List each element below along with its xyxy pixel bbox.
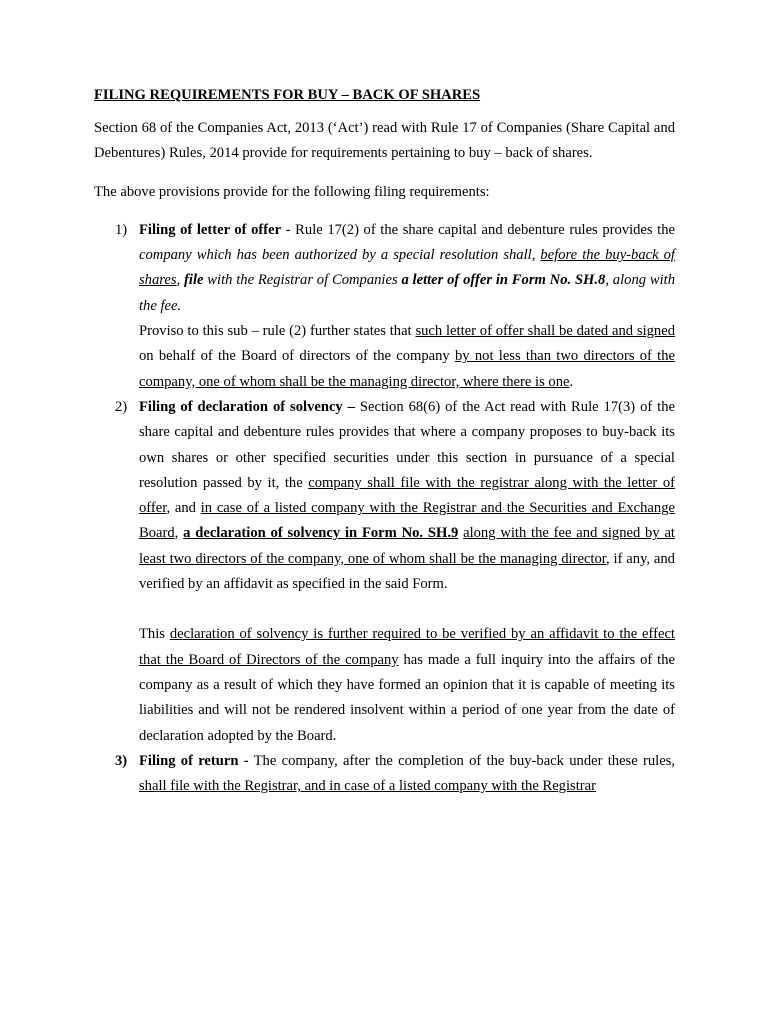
text-run-bold-underlined: a declaration of solvency in Form No. SH.9 <box>183 525 459 542</box>
text-run-bold: a letter of offer in Form No. SH.8 <box>401 272 606 289</box>
text-run-underlined: declaration of solvency is further required to be verified by an affidavit to the effect that the Board of Directors of the company <box>139 626 675 668</box>
provisions-paragraph: The above provisions provide for the following filing requirements: <box>94 183 490 200</box>
proviso-text <box>139 319 675 395</box>
list-number: 3) <box>115 752 128 769</box>
text-run-underlined: such letter of offer shall be dated and signed <box>415 323 676 340</box>
item-text <box>139 749 675 800</box>
text-run: . <box>569 373 574 390</box>
text-run: Proviso to this sub – rule (2) further states that <box>139 323 416 340</box>
text-run: This <box>139 626 170 643</box>
text-run-italic: with the Registrar of Companies <box>203 272 402 289</box>
item-heading: Filing of letter of offer <box>139 221 282 238</box>
text-run: The company, after the completion of the buy-back under these rules, <box>248 752 676 769</box>
text-run: , if any, and verified by an affidavit as specified in the said Form. <box>139 550 675 593</box>
document-page <box>94 84 675 799</box>
text-run-italic: company which has been authorized by a special resolution shall <box>139 247 532 264</box>
text-run-underlined: company shall file with the registrar along with the letter of offer <box>139 474 675 517</box>
list-number: 1) <box>115 221 128 238</box>
item-text <box>139 395 675 597</box>
item-heading: Filing of declaration of solvency – <box>139 398 355 415</box>
text-run-italic: , <box>176 272 185 289</box>
list-item-declaration-of-solvency <box>94 395 675 749</box>
text-run-italic: , along with the fee. <box>139 272 675 314</box>
text-run-underlined: shall file with the Registrar, and in case of a listed company with the Registrar <box>139 778 596 795</box>
text-run-underlined: in case of a listed company with the Registrar and the Securities and Exchange Board <box>139 500 675 542</box>
text-run-underlined: by not less than two directors of the company, one of whom shall be the managing director, where there is one <box>139 348 676 390</box>
list-item-filing-of-return <box>94 749 675 800</box>
text-run: - Rule 17(2) of the share capital and debenture rules provides the <box>281 221 675 238</box>
item-text <box>139 218 675 319</box>
followup-text <box>139 622 675 748</box>
item-heading: Filing of return - <box>139 752 249 769</box>
intro-paragraph: Section 68 of the Companies Act, 2013 (‘Act’) read with Rule 17 of Companies (Share Capital and Debentures) Rules, 2014 provide for requirements pertaining to buy – back of shares. <box>94 120 675 162</box>
list-item-letter-of-offer <box>94 218 675 395</box>
text-run: Section 68(6) of the Act read with Rule 17(3) of the share capital and debenture rules provides that where a company proposes to buy-back its own shares or other specified securities under this section in pursuance of a special resolution passed by it, the <box>139 398 675 491</box>
text-run: , <box>174 525 184 542</box>
list-number: 2) <box>115 398 128 415</box>
text-run-italic: , <box>531 247 541 264</box>
text-run-underlined: before the buy-back of shares <box>139 247 675 289</box>
text-run: , and <box>166 500 201 517</box>
paragraph-gap <box>139 597 675 622</box>
text-run-bold: file <box>184 272 204 289</box>
text-run-underlined: along with the fee and signed by at least two directors of the company, one of whom shall be the managing director <box>139 525 675 567</box>
text-run: on behalf of the Board of directors of the company <box>139 348 455 365</box>
document-title: FILING REQUIREMENTS FOR BUY – BACK OF SHARES <box>94 87 481 103</box>
text-run: has made a full inquiry into the affairs of the company as a result of which they have formed an opinion that it is capable of meeting its liabilities and will not be rendered insolvent within a period of one year from the date of declaration adopted by the Board. <box>139 651 675 744</box>
